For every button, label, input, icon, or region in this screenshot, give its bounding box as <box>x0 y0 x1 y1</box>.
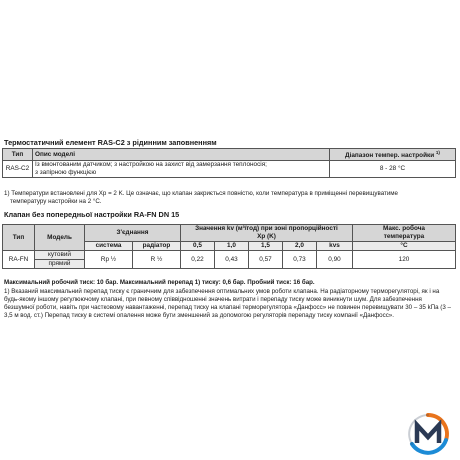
cell-max-temp: 120 <box>353 251 456 269</box>
description-line-1: Із вмонтованим датчиком; з настройкою на захист від замерзання теплоносія; <box>35 161 267 169</box>
col-kv-0-5: 0,5 <box>181 242 215 251</box>
section1-footnote-line-1: 1) Температури встановлені для Xp = 2 K. Це означає, що клапан закриється повністю, коли температура в приміщенні перевищуватиме <box>4 190 398 197</box>
cell-system: Rp ½ <box>85 251 133 269</box>
col-max-temp-header <box>353 225 456 242</box>
section2-footnote: 1) Вказаний максимальний перепад тиску є граничним для забезпечення оптимальних умов роботи клапана. На радіаторному терморегуляторі, як і на будь-якому іншому регулюючому клапані, при певному співвідношенні значень витрати і перепаду тиску може виникнути шум. Для забезпечення безшумної роботи, навіть при частковому навантаженні, перепад тиску на клапані терморегулятора «Данфосс» не повинен перевищувати 30 – 35 kПа (3 – 3,5 м вод. ст.) Перепад тиску в системі опалення може бути зменшений за допомогою регуляторів перепаду тиску компанії «Данфосс». <box>4 288 451 319</box>
cell-range: 8 - 28 °C <box>330 161 456 178</box>
range-header-note: 1) <box>435 150 440 155</box>
cell-model-straight: прямий <box>35 260 85 269</box>
max-temp-line-1: Макс. робоча <box>383 225 425 232</box>
col-max-temp-unit: °C <box>353 242 456 251</box>
cell-kv-1-5: 0,57 <box>249 251 283 269</box>
description-line-2: з запірною функцією <box>35 169 97 177</box>
col-connection-header: З'єднання <box>85 225 181 242</box>
cell-kv-2-0: 0,73 <box>283 251 317 269</box>
range-header-label: Діапазон темпер. настройки <box>345 152 435 160</box>
thermostat-table <box>2 148 456 178</box>
max-temp-line-2: температура <box>383 233 425 240</box>
col-system-header: система <box>85 242 133 251</box>
col-kv-header <box>181 225 353 242</box>
cell-kv-0-5: 0,22 <box>181 251 215 269</box>
cell-radiator: R ½ <box>133 251 181 269</box>
col-range-header <box>330 149 456 161</box>
cell-kvs: 0,90 <box>317 251 353 269</box>
col-kv-1-5: 1,5 <box>249 242 283 251</box>
table-row <box>3 251 456 260</box>
section1-title: Термостатичний елемент RAS-C2 з рідинним заповненням <box>4 138 217 147</box>
col-model-header: Модель <box>35 225 85 251</box>
cell-model-angle: кутовий <box>35 251 85 260</box>
col-kv-1-0: 1,0 <box>215 242 249 251</box>
col-kv-2-0: 2,0 <box>283 242 317 251</box>
cell-description <box>33 161 330 178</box>
col-kvs: kvs <box>317 242 353 251</box>
col-type-header: Тип <box>3 225 35 251</box>
col-radiator-header: радіатор <box>133 242 181 251</box>
col-description-header: Опис моделі <box>33 149 330 161</box>
kv-header-line-1: Значення kv (м³/год) при зоні пропорційності <box>195 225 338 232</box>
cell-type: RAS-C2 <box>3 161 33 178</box>
section2-title: Клапан без попередньої настройки RA-FN DN 15 <box>4 210 180 219</box>
table-row <box>3 161 456 178</box>
valve-table <box>2 224 456 269</box>
cell-kv-1-0: 0,43 <box>215 251 249 269</box>
cell-type: RA-FN <box>3 251 35 269</box>
kv-header-line-2: Xp (K) <box>257 233 276 240</box>
table-header-row <box>3 149 456 161</box>
pressures-line: Максимальний робочий тиск: 10 бар. Максимальний перепад 1) тиску: 0,6 бар. Пробний тиск: 16 бар. <box>4 279 315 286</box>
section1-footnote-line-2: температуру настройки на 2 °C. <box>10 198 102 205</box>
col-type-header: Тип <box>3 149 33 161</box>
m-logo-icon <box>406 412 450 456</box>
